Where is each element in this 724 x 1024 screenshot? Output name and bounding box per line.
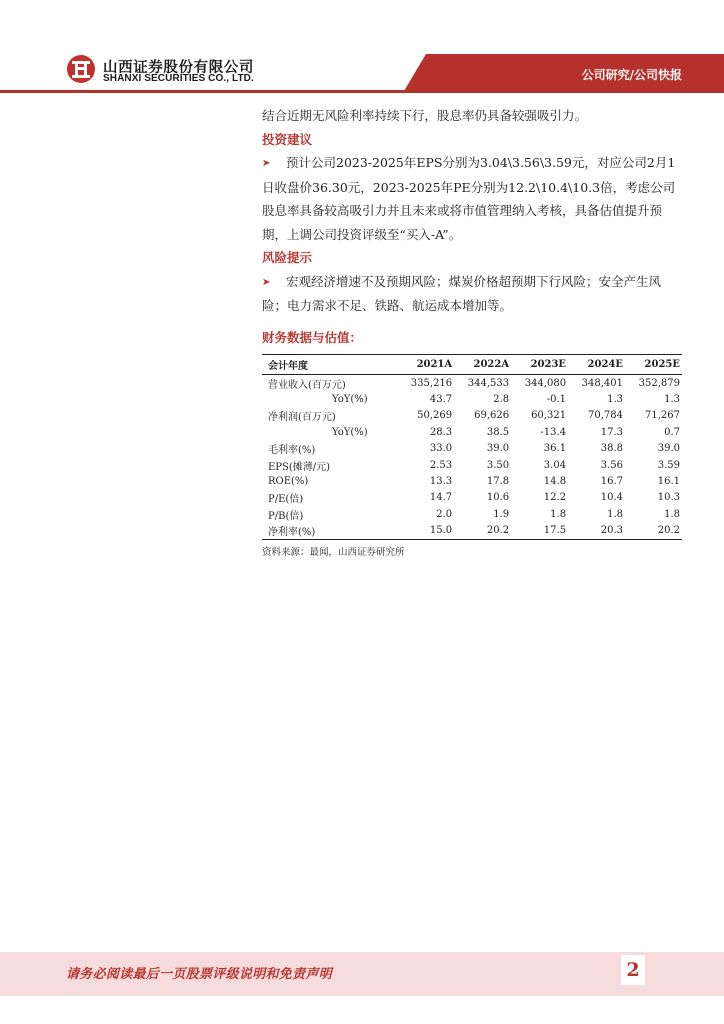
shanxi-securities-logo-icon bbox=[66, 54, 96, 84]
investment-section-title: 投资建议 bbox=[262, 131, 313, 147]
table-cell: 1.3 bbox=[607, 394, 624, 406]
column-header: 2025E bbox=[644, 359, 680, 370]
table-row bbox=[262, 490, 682, 506]
table-row bbox=[262, 391, 682, 407]
table-cell: 10.6 bbox=[486, 492, 510, 504]
table-cell: 43.7 bbox=[429, 394, 453, 406]
table-cell: 20.2 bbox=[657, 525, 680, 537]
row-label: 营业收入(百万元) bbox=[268, 379, 346, 391]
row-label: 净利润(百万元) bbox=[268, 412, 336, 424]
column-header: 会计年度 bbox=[268, 361, 308, 372]
table-row bbox=[262, 523, 682, 540]
table-cell: 1.8 bbox=[607, 508, 624, 520]
table-cell: 50,269 bbox=[417, 410, 453, 422]
investment-paragraph bbox=[262, 151, 682, 246]
table-cell: 1.3 bbox=[664, 394, 680, 406]
table-cell: -13.4 bbox=[540, 426, 567, 438]
table-cell: 15.0 bbox=[429, 525, 453, 537]
table-cell: 3.56 bbox=[600, 459, 624, 471]
table-row bbox=[262, 375, 682, 392]
table-title: 财务数据与估值： bbox=[262, 330, 363, 345]
table-cell: 16.1 bbox=[657, 476, 680, 488]
intro-paragraph: 结合近期无风险利率持续下行，股息率仍具备较强吸引力。 bbox=[262, 108, 588, 123]
risk-section-title: 风险提示 bbox=[262, 250, 313, 265]
table-cell: 344,080 bbox=[524, 377, 567, 389]
report-body bbox=[262, 104, 682, 318]
column-header: 2024E bbox=[587, 359, 624, 370]
table-cell: -0.1 bbox=[546, 394, 567, 406]
triangle-bullet-icon: ➤ bbox=[262, 276, 271, 288]
table-cell: 33.0 bbox=[429, 443, 453, 455]
header-divider bbox=[0, 90, 724, 93]
table-cell: 335,216 bbox=[410, 377, 453, 389]
table-cell: 10.3 bbox=[657, 492, 680, 504]
table-cell: 352,879 bbox=[638, 377, 680, 389]
table-row bbox=[262, 473, 682, 489]
table-cell: 3.04 bbox=[543, 459, 567, 471]
table-body bbox=[262, 375, 682, 540]
table-cell: 2.8 bbox=[493, 394, 510, 406]
table-cell: 20.2 bbox=[486, 525, 510, 537]
table-cell: 39.0 bbox=[657, 443, 680, 455]
column-header: 2023E bbox=[530, 359, 567, 370]
table-cell: 69,626 bbox=[474, 410, 510, 422]
table-row bbox=[262, 408, 682, 424]
table-cell: 17.5 bbox=[543, 525, 567, 537]
table-cell: 2.53 bbox=[429, 459, 453, 471]
column-header: 2022A bbox=[473, 359, 510, 370]
row-label: P/E(倍) bbox=[268, 494, 304, 506]
table-cell: 344,533 bbox=[467, 377, 510, 389]
table-row bbox=[262, 457, 682, 473]
table-cell: 38.8 bbox=[600, 443, 624, 455]
table-cell: 2.0 bbox=[436, 508, 453, 520]
table-cell: 348,401 bbox=[581, 377, 624, 389]
table-cell: 1.8 bbox=[550, 508, 567, 520]
financial-table bbox=[262, 354, 682, 540]
table-cell: 36.1 bbox=[543, 443, 567, 455]
table-row bbox=[262, 441, 682, 457]
disclaimer-notice: 请务必阅读最后一页股票评级说明和免责声明 bbox=[66, 967, 333, 982]
table-row bbox=[262, 506, 682, 522]
risk-paragraph bbox=[262, 270, 682, 318]
table-cell: 39.0 bbox=[486, 443, 510, 455]
table-source: 资料来源：最闻，山西证券研究所 bbox=[262, 546, 405, 558]
table-cell: 16.7 bbox=[600, 476, 624, 488]
row-label: 净利率(%) bbox=[268, 527, 316, 539]
table-cell: 1.9 bbox=[493, 508, 510, 520]
table-cell: 1.8 bbox=[664, 508, 680, 520]
table-cell: 38.5 bbox=[486, 426, 510, 438]
table-row bbox=[262, 424, 682, 440]
table-cell: 14.8 bbox=[543, 476, 567, 488]
row-label: YoY(%) bbox=[332, 394, 368, 406]
table-cell: 3.50 bbox=[486, 459, 510, 471]
triangle-bullet-icon: ➤ bbox=[262, 158, 271, 169]
investment-text: 预计公司2023-2025年EPS分别为3.04\3.56\3.59元，对应公司2月1日收盘价36.30元，2023-2025年PE分别为12.2\10.4\10.3倍，考虑公司股息率具备较高吸引力并且未来或将市值管理纳入考核，具备估值提升预期，上调公司投资评级至“买入-A”。 bbox=[262, 155, 676, 242]
table-cell: 60,321 bbox=[531, 410, 567, 422]
company-name-cn: 山西证券股份有限公司 bbox=[103, 60, 254, 76]
report-type-label: 公司研究/公司快报 bbox=[581, 68, 682, 82]
financial-table-section bbox=[262, 330, 682, 558]
table-cell: 28.3 bbox=[429, 426, 453, 438]
table-cell: 17.8 bbox=[486, 476, 510, 488]
table-cell: 71,267 bbox=[645, 410, 680, 422]
row-label: P/B(倍) bbox=[268, 510, 304, 522]
table-cell: 20.3 bbox=[600, 525, 624, 537]
risk-text: 宏观经济增速不及预期风险；煤炭价格超预期下行风险；安全产生风险；电力需求不足、铁路、航运成本增加等。 bbox=[262, 273, 662, 313]
page-header bbox=[0, 0, 724, 92]
row-label: YoY(%) bbox=[332, 426, 368, 438]
row-label: EPS(摊薄/元) bbox=[268, 461, 331, 473]
table-cell: 14.7 bbox=[429, 492, 453, 504]
table-cell: 3.59 bbox=[657, 459, 680, 471]
table-cell: 17.3 bbox=[600, 426, 624, 438]
table-cell: 12.2 bbox=[543, 492, 567, 504]
table-cell: 10.4 bbox=[600, 492, 624, 504]
row-label: ROE(%) bbox=[268, 476, 309, 488]
page-number: 2 bbox=[621, 955, 645, 985]
column-header: 2021A bbox=[416, 359, 453, 370]
table-cell: 0.7 bbox=[664, 426, 680, 438]
row-label: 毛利率(%) bbox=[268, 445, 316, 457]
table-cell: 70,784 bbox=[588, 410, 624, 422]
table-header-row bbox=[262, 355, 682, 375]
company-name-en: SHANXI SECURITIES CO., LTD. bbox=[103, 73, 254, 84]
table-cell: 13.3 bbox=[429, 476, 453, 488]
